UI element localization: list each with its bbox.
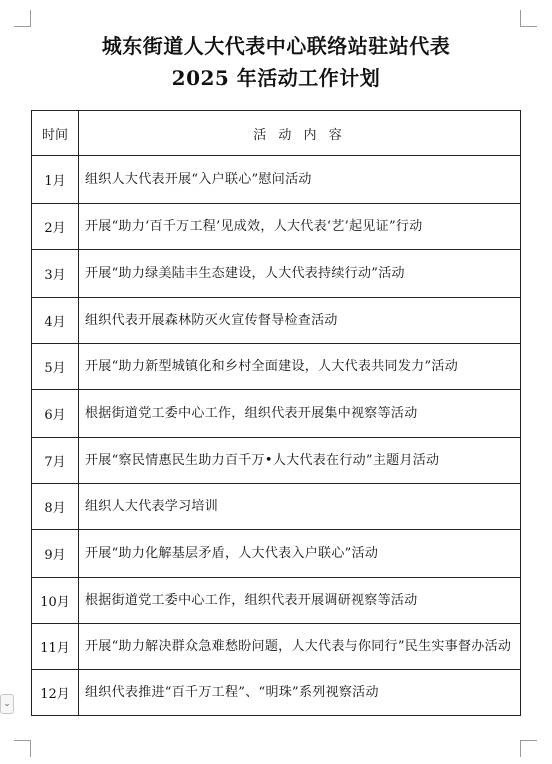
document-title-line-1: 城东街道人大代表中心联络站驻站代表 bbox=[101, 34, 451, 58]
row-month: 12月 bbox=[32, 670, 79, 716]
row-month: 10月 bbox=[32, 578, 79, 624]
table-row bbox=[32, 204, 521, 250]
row-activity: 开展“助力‘百千万工程’见成效，人大代表‘艺’起见证”行动 bbox=[79, 204, 521, 250]
row-month: 8月 bbox=[32, 484, 79, 530]
row-month: 5月 bbox=[32, 344, 79, 390]
row-month: 11月 bbox=[32, 624, 79, 670]
chevron-down-icon[interactable]: ⌄ bbox=[0, 694, 14, 714]
crop-mark-top-left bbox=[14, 10, 31, 27]
table-row bbox=[32, 670, 521, 716]
header-content: 活 动 内 容 bbox=[79, 111, 521, 156]
row-activity: 开展“察民情惠民生助力百千万•人大代表在行动”主题月活动 bbox=[79, 438, 521, 484]
row-activity: 组织代表推进“百千万工程”、“明珠”系列视察活动 bbox=[79, 670, 521, 716]
row-month: 3月 bbox=[32, 250, 79, 298]
row-activity: 组织代表开展森林防灭火宣传督导检查活动 bbox=[79, 298, 521, 344]
document-title-line-2: 2025 年活动工作计划 bbox=[171, 66, 381, 90]
row-activity: 根据街道党工委中心工作，组织代表开展调研视察等活动 bbox=[79, 578, 521, 624]
table-row bbox=[32, 250, 521, 298]
table-row bbox=[32, 298, 521, 344]
header-time: 时间 bbox=[32, 111, 79, 156]
table-row bbox=[32, 484, 521, 530]
table-row bbox=[32, 530, 521, 578]
table-row bbox=[32, 578, 521, 624]
row-month: 7月 bbox=[32, 438, 79, 484]
table-row bbox=[32, 344, 521, 390]
row-activity: 组织人大代表学习培训 bbox=[79, 484, 521, 530]
row-month: 4月 bbox=[32, 298, 79, 344]
crop-mark-bottom-right bbox=[520, 740, 537, 757]
row-activity: 开展“助力新型城镇化和乡村全面建设，人大代表共同发力”活动 bbox=[79, 344, 521, 390]
row-month: 9月 bbox=[32, 530, 79, 578]
table-row bbox=[32, 390, 521, 438]
table-row bbox=[32, 624, 521, 670]
row-activity: 组织人大代表开展“入户联心”慰问活动 bbox=[79, 156, 521, 204]
row-activity: 开展“助力化解基层矛盾，人大代表入户联心”活动 bbox=[79, 530, 521, 578]
row-activity: 根据街道党工委中心工作，组织代表开展集中视察等活动 bbox=[79, 390, 521, 438]
crop-mark-top-right bbox=[520, 10, 537, 27]
table-header-row bbox=[32, 111, 521, 156]
table-row bbox=[32, 438, 521, 484]
row-activity: 开展“助力绿美陆丰生态建设，人大代表持续行动”活动 bbox=[79, 250, 521, 298]
table-row bbox=[32, 156, 521, 204]
activity-plan-table bbox=[31, 110, 521, 716]
row-activity: 开展“助力解决群众急难愁盼问题，人大代表与你同行”民生实事督办活动 bbox=[79, 624, 521, 670]
row-month: 2月 bbox=[32, 204, 79, 250]
row-month: 1月 bbox=[32, 156, 79, 204]
row-month: 6月 bbox=[32, 390, 79, 438]
table-body bbox=[32, 156, 521, 716]
crop-mark-bottom-left bbox=[14, 740, 31, 757]
